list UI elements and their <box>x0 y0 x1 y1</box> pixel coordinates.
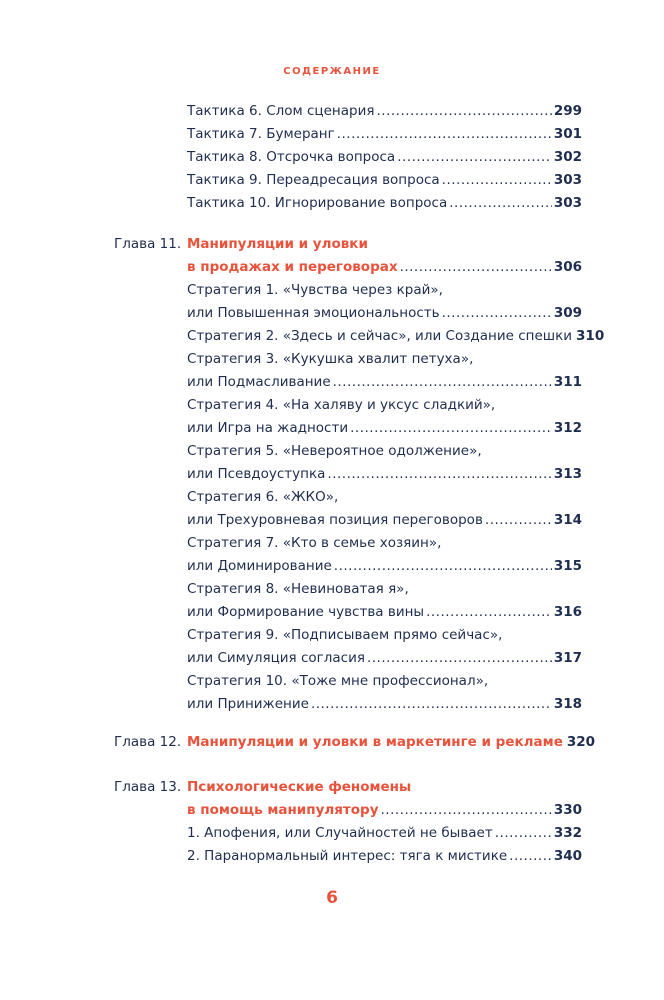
leader-dots <box>367 647 552 670</box>
toc-entry-line <box>187 279 582 302</box>
toc-entry <box>187 302 582 325</box>
chapter-label: Глава 12. <box>114 734 182 750</box>
leader-dots <box>449 192 552 215</box>
entry-title: Тактика 6. Слом сценария <box>187 103 375 119</box>
leader-dots <box>376 100 551 123</box>
toc-entry-line <box>187 440 582 463</box>
leader-dots <box>485 509 552 532</box>
chapter-title-line <box>187 233 582 256</box>
entry-title: Стратегия 4. «На халяву и уксус сладкий», <box>187 397 496 413</box>
leader-dots <box>442 302 552 325</box>
toc-entry <box>187 100 582 123</box>
entry-title: Стратегия 5. «Невероятное одолжение», <box>187 443 482 459</box>
leader-dots <box>337 123 552 146</box>
toc-entry <box>187 601 582 624</box>
entry-page: 311 <box>553 374 582 390</box>
toc-entry <box>187 845 582 868</box>
entry-title: или Формирование чувства вины <box>187 604 425 620</box>
entry-page: 340 <box>553 848 582 864</box>
toc-entry-line <box>187 670 582 693</box>
toc-entry <box>187 371 582 394</box>
entry-page: 303 <box>553 172 582 188</box>
entry-title: Стратегия 7. «Кто в семье хозяин», <box>187 535 442 551</box>
chapter-label: Глава 13. <box>114 779 182 795</box>
chapter-title: Психологические феномены <box>187 779 412 795</box>
entry-title: или Принижение <box>187 696 309 712</box>
chapter-title: в продажах и переговорах <box>187 259 398 275</box>
entry-page: 316 <box>553 604 582 620</box>
entry-title: Тактика 9. Переадресация вопроса <box>187 172 440 188</box>
toc-entry-line <box>187 348 582 371</box>
entry-page: 314 <box>553 512 582 528</box>
entry-page: 299 <box>553 103 582 119</box>
entry-title: Стратегия 9. «Подписываем прямо сейчас», <box>187 627 503 643</box>
entry-page: 302 <box>553 149 582 165</box>
entry-title: Стратегия 3. «Кукушка хвалит петуха», <box>187 351 474 367</box>
entry-page: 315 <box>553 558 582 574</box>
entry-page: 310 <box>576 328 605 344</box>
entry-title: Стратегия 10. «Тоже мне профессионал», <box>187 673 489 689</box>
toc-entry-line <box>187 532 582 555</box>
toc-entry <box>187 693 582 716</box>
entry-page: 301 <box>553 126 582 142</box>
entry-page: 330 <box>553 802 582 818</box>
toc-entry-line <box>187 486 582 509</box>
toc-entry <box>187 146 582 169</box>
entry-title: или Псевдоуступка <box>187 466 326 482</box>
toc-entry <box>187 123 582 146</box>
leader-dots <box>311 693 552 716</box>
page-number: 6 <box>326 888 338 908</box>
toc-entry <box>187 822 582 845</box>
entry-title: или Подмасливание <box>187 374 331 390</box>
entry-page: 320 <box>566 734 596 750</box>
entry-title: Стратегия 2. «Здесь и сейчас», или Создание спешки <box>187 328 573 344</box>
leader-dots <box>495 822 552 845</box>
leader-dots <box>333 371 552 394</box>
toc-entry <box>187 463 582 486</box>
leader-dots <box>350 417 552 440</box>
entry-title: Тактика 8. Отсрочка вопроса <box>187 149 396 165</box>
leader-dots <box>397 146 552 169</box>
chapter-title: Манипуляции и уловки <box>187 236 368 252</box>
chapter-title-line <box>187 799 582 822</box>
entry-page: 317 <box>553 650 582 666</box>
entry-page: 312 <box>553 420 582 436</box>
entry-title: или Симуляция согласия <box>187 650 365 666</box>
leader-dots <box>400 256 552 279</box>
leader-dots <box>442 169 552 192</box>
leader-dots <box>509 845 552 868</box>
leader-dots <box>381 799 552 822</box>
entry-title: Стратегия 1. «Чувства через край», <box>187 282 443 298</box>
toc-entry <box>187 417 582 440</box>
toc-entry-line <box>187 394 582 417</box>
toc-entry <box>187 325 605 348</box>
toc-entry <box>187 555 582 578</box>
entry-title: Тактика 7. Бумеранг <box>187 126 335 142</box>
entry-title: Стратегия 8. «Невиноватая я», <box>187 581 409 597</box>
toc-entry <box>187 647 582 670</box>
entry-title: Тактика 10. Игнорирование вопроса <box>187 195 448 211</box>
entry-title: 2. Паранормальный интерес: тяга к мистике <box>187 848 508 864</box>
entry-title: или Повышенная эмоциональность <box>187 305 440 321</box>
chapter-title: Манипуляции и уловки в маркетинге и рекламе <box>187 734 563 750</box>
entry-title: или Доминирование <box>187 558 332 574</box>
leader-dots <box>334 555 552 578</box>
toc-entry <box>187 169 582 192</box>
entry-title: или Трехуровневая позиция переговоров <box>187 512 483 528</box>
entry-page: 309 <box>553 305 582 321</box>
entry-page: 313 <box>553 466 582 482</box>
chapter-title-line <box>187 776 582 799</box>
entry-page: 303 <box>553 195 582 211</box>
entry-title: или Игра на жадности <box>187 420 349 436</box>
entry-page: 306 <box>553 259 582 275</box>
entry-title: 1. Апофения, или Случайностей не бывает <box>187 825 493 841</box>
entry-page: 318 <box>553 696 582 712</box>
toc-entry <box>187 509 582 532</box>
entry-page: 332 <box>553 825 582 841</box>
chapter-title: в помощь манипулятору <box>187 802 379 818</box>
leader-dots <box>426 601 552 624</box>
chapter-label: Глава 11. <box>114 236 182 252</box>
chapter-title-line <box>187 256 582 279</box>
running-header: СОДЕРЖАНИЕ <box>283 66 381 77</box>
leader-dots <box>327 463 551 486</box>
toc-entry-line <box>187 578 582 601</box>
entry-title: Стратегия 6. «ЖКО», <box>187 489 339 505</box>
chapter-title-line <box>187 731 596 754</box>
toc-entry-line <box>187 624 582 647</box>
toc-entry <box>187 192 582 215</box>
